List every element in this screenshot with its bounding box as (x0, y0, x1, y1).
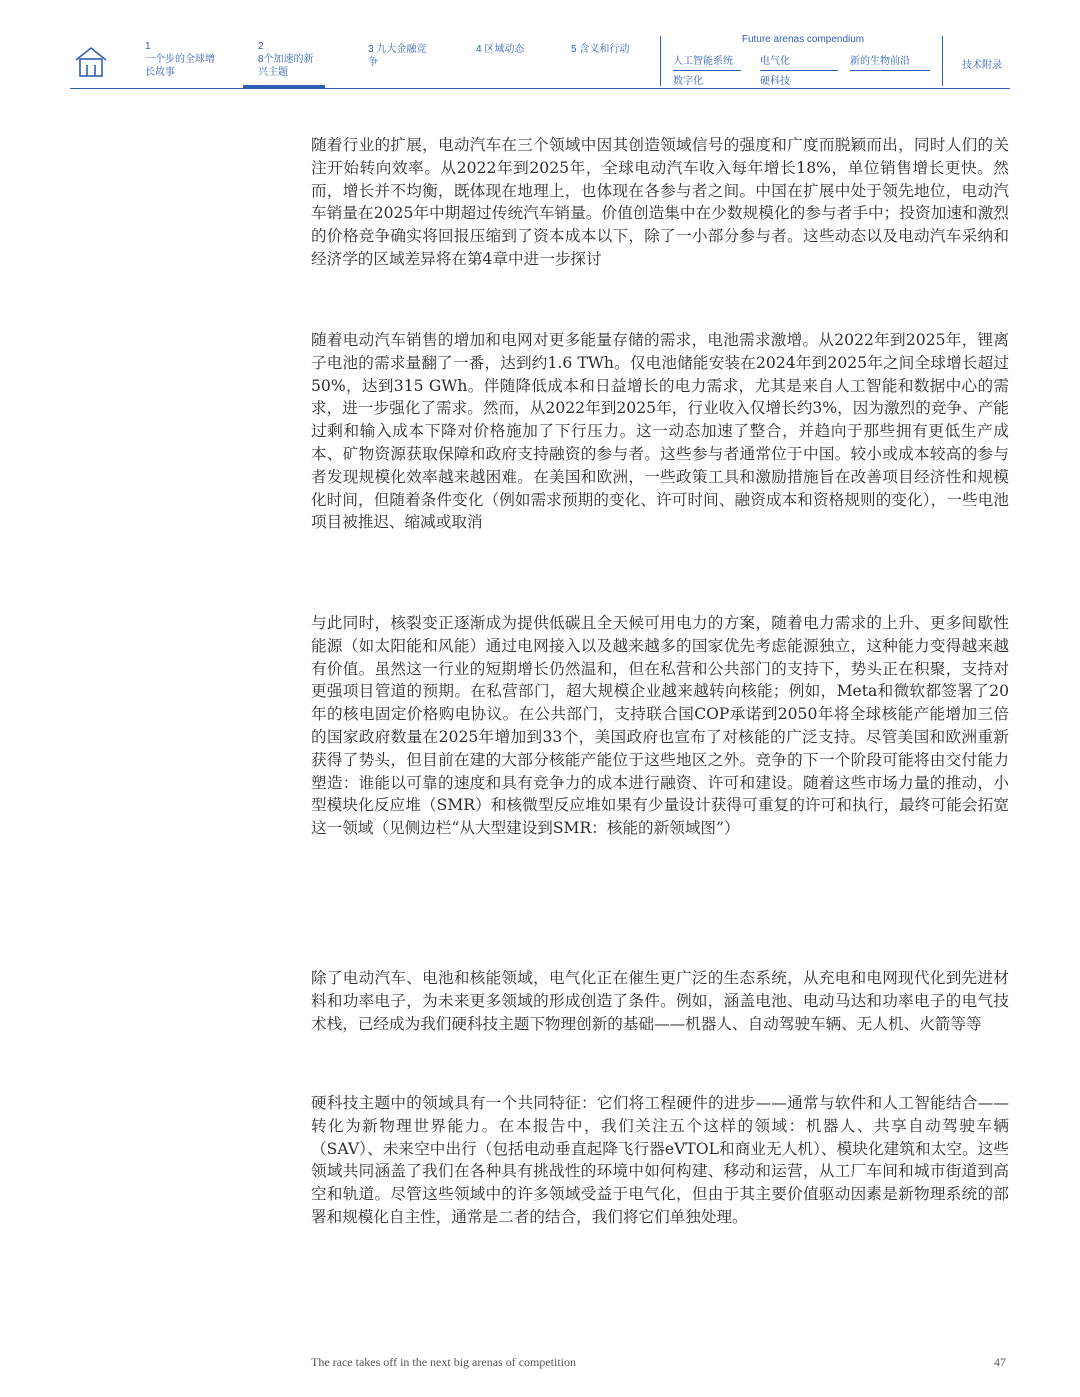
nav-appendix[interactable]: 技术附录 (962, 60, 1002, 71)
nav-chapter-label: 一个步的全球增长故事 (145, 54, 215, 78)
arena-link-bio[interactable]: 新的生物前沿 (850, 52, 930, 71)
page-number: 47 (994, 1355, 1006, 1369)
nav-divider (660, 36, 661, 86)
home-icon[interactable] (74, 46, 108, 78)
nav-chapter-label: 8个加速的新兴主题 (258, 54, 314, 78)
nav-rule (70, 88, 1010, 89)
nav-chapter-number: 1 (145, 41, 151, 52)
top-navigation (0, 0, 1080, 92)
nav-chapter-5[interactable] (571, 43, 631, 56)
paragraph-battery: 随着电动汽车销售的增加和电网对更多能量存储的需求，电池需求激增。从2022年到2025年，锂离子电池的需求量翻了一番，达到约1.6 TWh。仅电池储能安装在2024年到2025年之间全球增长超过50%，达到315 GWh。伴随降低成本和日益增长的电力需求，尤其是来自人工智能和数据中心的需求，进一步强化了需求。然而，从2022年到2025年，行业收入仅增长约3%，因为激烈的竞争、产能过剩和输入成本下降对价格施加了下行压力。这一动态加速了整合，并趋向于那些拥有更低生产成本、矿物资源获取保障和政府支持融资的参与者。这些参与者通常位于中国。较小或成本较高的参与者发现规模化效率越来越困难。在美国和欧洲，一些政策工具和激励措施旨在改善项目经济性和规模化时间，但随着条件变化（例如需求预期的变化、许可时间、融资成本和资格规则的变化），一些电池项目被推迟、缩减或取消 (311, 331, 1009, 532)
paragraph-electrification: 除了电动汽车、电池和核能领域，电气化正在催生更广泛的生态系统，从充电和电网现代化到先进材料和功率电子，为未来更多领域的形成创造了条件。例如，涵盖电池、电动马达和功率电子的电气技术栈，已经成为我们硬科技主题下物理创新的基础——机器人、自动驾驶车辆、无人机、火箭等等 (311, 969, 1009, 1033)
arena-link-digital[interactable]: 数字化 (673, 76, 703, 87)
nav-divider (942, 36, 943, 86)
nav-chapter-label: 5 含义和行动 (571, 44, 630, 55)
future-arenas-title: Future arenas compendium (741, 34, 865, 45)
arena-link-hardtech[interactable]: 硬科技 (760, 76, 790, 87)
nav-chapter-2[interactable] (258, 40, 322, 79)
arena-link-ai[interactable]: 人工智能系统 (673, 52, 741, 71)
arena-link-electrification[interactable]: 电气化 (760, 52, 838, 71)
footer-report-title: The race takes off in the next big arenas of competition (311, 1355, 577, 1369)
paragraph-ev: 随着行业的扩展，电动汽车在三个领域中因其创造领域信号的强度和广度而脱颖而出，同时人们的关注开始转向效率。从2022年到2025年，全球电动汽车收入每年增长18%，单位销售增长更快。然而，增长并不均衡，既体现在地理上，也体现在各参与者之间。中国在扩展中处于领先地位，电动汽车销量在2025年中期超过传统汽车销量。价值创造集中在少数规模化的参与者手中；投资加速和激烈的价格竞争确实将回报压缩到了资本成本以下，除了一小部分参与者。这些动态以及电动汽车采纳和经济学的区域差异将在第4章中进一步探讨 (311, 136, 1009, 268)
nav-chapter-number: 2 (258, 41, 264, 52)
nav-chapter-label: 4 区域动态 (476, 44, 525, 55)
nav-chapter-4[interactable] (476, 43, 528, 56)
nav-chapter-1[interactable] (145, 40, 215, 79)
nav-chapter-label: 3 九大金融竞争 (368, 44, 427, 68)
paragraph-hardtech: 硬科技主题中的领域具有一个共同特征：它们将工程硬件的进步——通常与软件和人工智能结合——转化为新物理世界能力。在本报告中，我们关注五个这样的领域：机器人、共享自动驾驶车辆（SAV）、未来空中出行（包括电动垂直起降飞行器eVTOL和商业无人机）、模块化建筑和太空。这些领域共同涵盖了我们在各种具有挑战性的环境中如何构建、移动和运营，从工厂车间和城市街道到高空和轨道。尽管这些领域中的许多领域受益于电气化，但由于其主要价值驱动因素是新物理系统的部署和规模化自主性，通常是二者的结合，我们将它们单独处理。 (311, 1094, 1009, 1226)
nav-chapter-3[interactable] (368, 43, 428, 69)
paragraph-nuclear: 与此同时，核裂变正逐渐成为提供低碳且全天候可用电力的方案，随着电力需求的上升、更多间歇性能源（如太阳能和风能）通过电网接入以及越来越多的国家优先考虑能源独立，这种能力变得越来越有价值。虽然这一行业的短期增长仍然温和，但在私营和公共部门的支持下，势头正在积聚，支持对更强项目管道的预期。在私营部门，超大规模企业越来越转向核能；例如，Meta和微软都签署了20年的核电固定价格购电协议。在公共部门，支持联合国COP承诺到2050年将全球核能产能增加三倍的国家政府数量在2025年增加到33个，美国政府也宣布了对核能的广泛支持。尽管美国和欧洲重新获得了势头，但目前在建的大部分核能产能位于这些地区之外。竞争的下一个阶段可能将由交付能力塑造：谁能以可靠的速度和具有竞争力的成本进行融资、许可和建设。随着这些市场力量的推动，小型模块化反应堆（SMR）和核微型反应堆如果有少量设计获得可重复的许可和执行，最终可能会拓宽这一领域（见侧边栏“从大型建设到SMR：核能的新领域图”） (311, 614, 1009, 838)
